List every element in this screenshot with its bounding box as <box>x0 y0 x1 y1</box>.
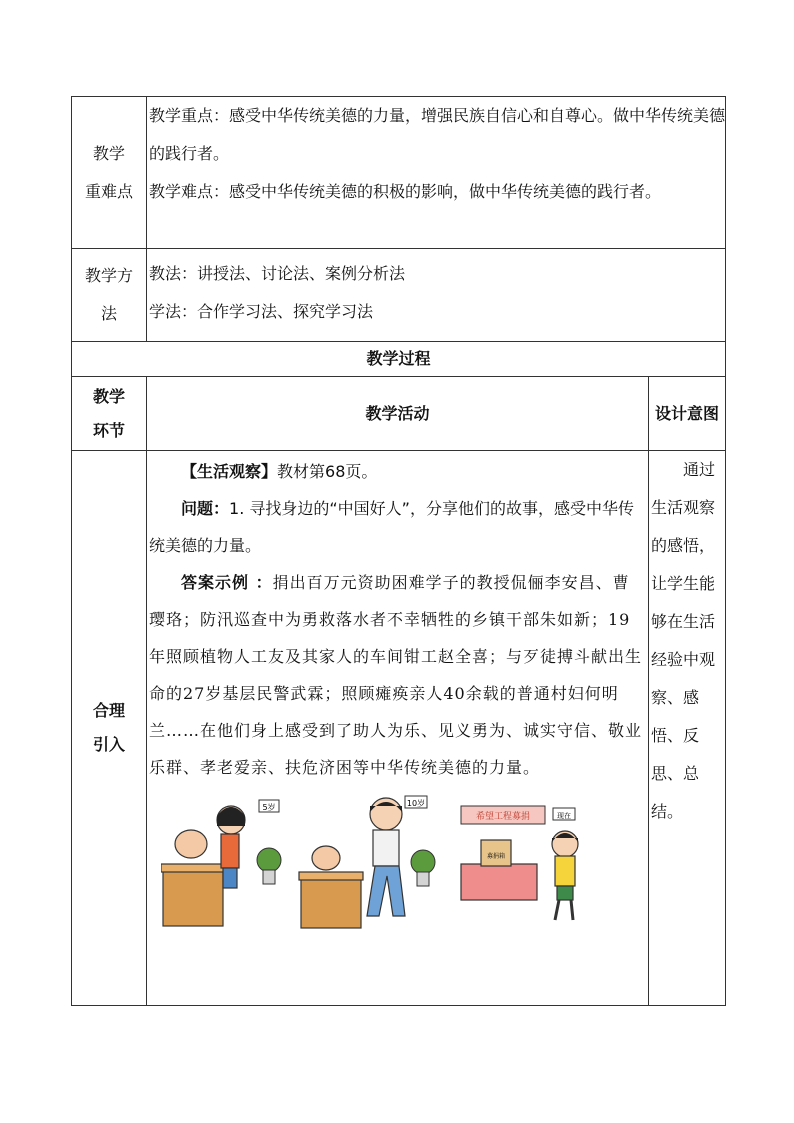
methods-row <box>72 249 726 342</box>
desk-2 <box>301 878 361 928</box>
desk-top-2 <box>299 872 363 880</box>
answer-tag: 答案示例 ： <box>181 573 273 592</box>
age-label-2: 10岁 <box>406 799 426 808</box>
plant-1 <box>257 848 281 872</box>
child-shirt <box>555 856 575 886</box>
question-tag: 问题： <box>181 499 230 518</box>
label-line: 教学 <box>92 143 125 163</box>
textbook-illustration <box>149 790 644 990</box>
pot-2 <box>417 872 429 886</box>
stage-header <box>72 377 147 451</box>
label-line: 教学方 <box>84 266 133 285</box>
piggy-bank-2-icon <box>312 846 340 870</box>
key-points-content <box>147 97 726 249</box>
intent-text: 通过生活观察的感悟，让学生能够在生活经验中观察、感悟、反思、总结。 <box>651 460 716 821</box>
header-line: 教学 <box>92 386 125 406</box>
lesson-plan-page <box>71 96 725 1006</box>
observe-tag: 【生活观察】 <box>181 462 278 481</box>
pot-1 <box>263 870 275 884</box>
donation-box-label: 募捐箱 <box>486 853 506 860</box>
activity-header: 教学活动 <box>147 377 649 451</box>
piggy-bank-icon <box>175 830 207 858</box>
label-line: 法 <box>100 304 117 323</box>
intro-stage <box>72 451 147 1006</box>
boy-shirt <box>373 830 399 866</box>
child-leg-left <box>555 900 559 920</box>
girl-skirt <box>223 868 237 888</box>
child-shorts <box>557 886 573 900</box>
question-line <box>149 490 644 564</box>
process-title-row <box>72 342 726 377</box>
question-text: 1. 寻找身边的“中国好人”，分享他们的故事，感受中华传统美德的力量。 <box>149 499 634 555</box>
label-line: 重难点 <box>84 181 133 201</box>
intro-row <box>72 451 726 1006</box>
age-label-1: 5岁 <box>262 803 276 812</box>
teaching-focus: 教学重点：感受中华传统美德的力量，增强民族自信心和自尊心。做中华传统美德的践行者。 <box>149 106 726 163</box>
child-leg-right <box>571 900 573 920</box>
observe-line <box>149 453 644 490</box>
learning-method: 学法：合作学习法、探究学习法 <box>149 302 374 321</box>
key-points-row <box>72 97 726 249</box>
illustration-drawing <box>161 792 601 932</box>
donation-table <box>461 864 537 900</box>
girl-shirt <box>221 834 239 868</box>
stage-line: 合理 <box>92 701 125 720</box>
answer-text: 捐出百万元资助困难学子的教授侃俪李安昌、曹璎珞；防汛巡查中为勇救落水者不幸牺牲的乡镇干部朱如新；19年照顾植物人工友及其家人的车间钳工赵全喜；与歹徒搏斗献出生命的27岁基层民警武霖；照顾瘫痪亲人40余载的普通村妇何明兰……在他们身上感受到了助人为乐、见义勇为、诚实守信、敬业乐群、孝老爱亲、扶危济困等中华传统美德的力量。 <box>149 573 643 777</box>
header-line: 环节 <box>92 420 125 440</box>
intro-intent <box>649 451 726 1006</box>
key-points-label <box>72 97 147 249</box>
answer-line <box>149 564 644 786</box>
lesson-plan-table <box>71 96 726 1006</box>
desk-1 <box>163 870 223 926</box>
teaching-method: 教法：讲授法、讨论法、案例分析法 <box>149 264 406 283</box>
plant-2 <box>411 850 435 874</box>
desk-top-1 <box>161 864 227 872</box>
methods-label <box>72 249 147 342</box>
boy-pants <box>367 866 405 916</box>
stage-line: 引入 <box>92 735 125 754</box>
teaching-difficulty: 教学难点：感受中华传统美德的积极的影响，做中华传统美德的践行者。 <box>149 182 662 201</box>
observe-text: 教材第68页。 <box>277 462 378 481</box>
intent-header: 设计意图 <box>649 377 726 451</box>
header-row <box>72 377 726 451</box>
intro-activity <box>147 451 649 1006</box>
methods-content <box>147 249 726 342</box>
now-label: 现在 <box>557 812 571 820</box>
donation-banner-text: 希望工程募捐 <box>475 812 531 822</box>
process-title: 教学过程 <box>72 342 726 377</box>
